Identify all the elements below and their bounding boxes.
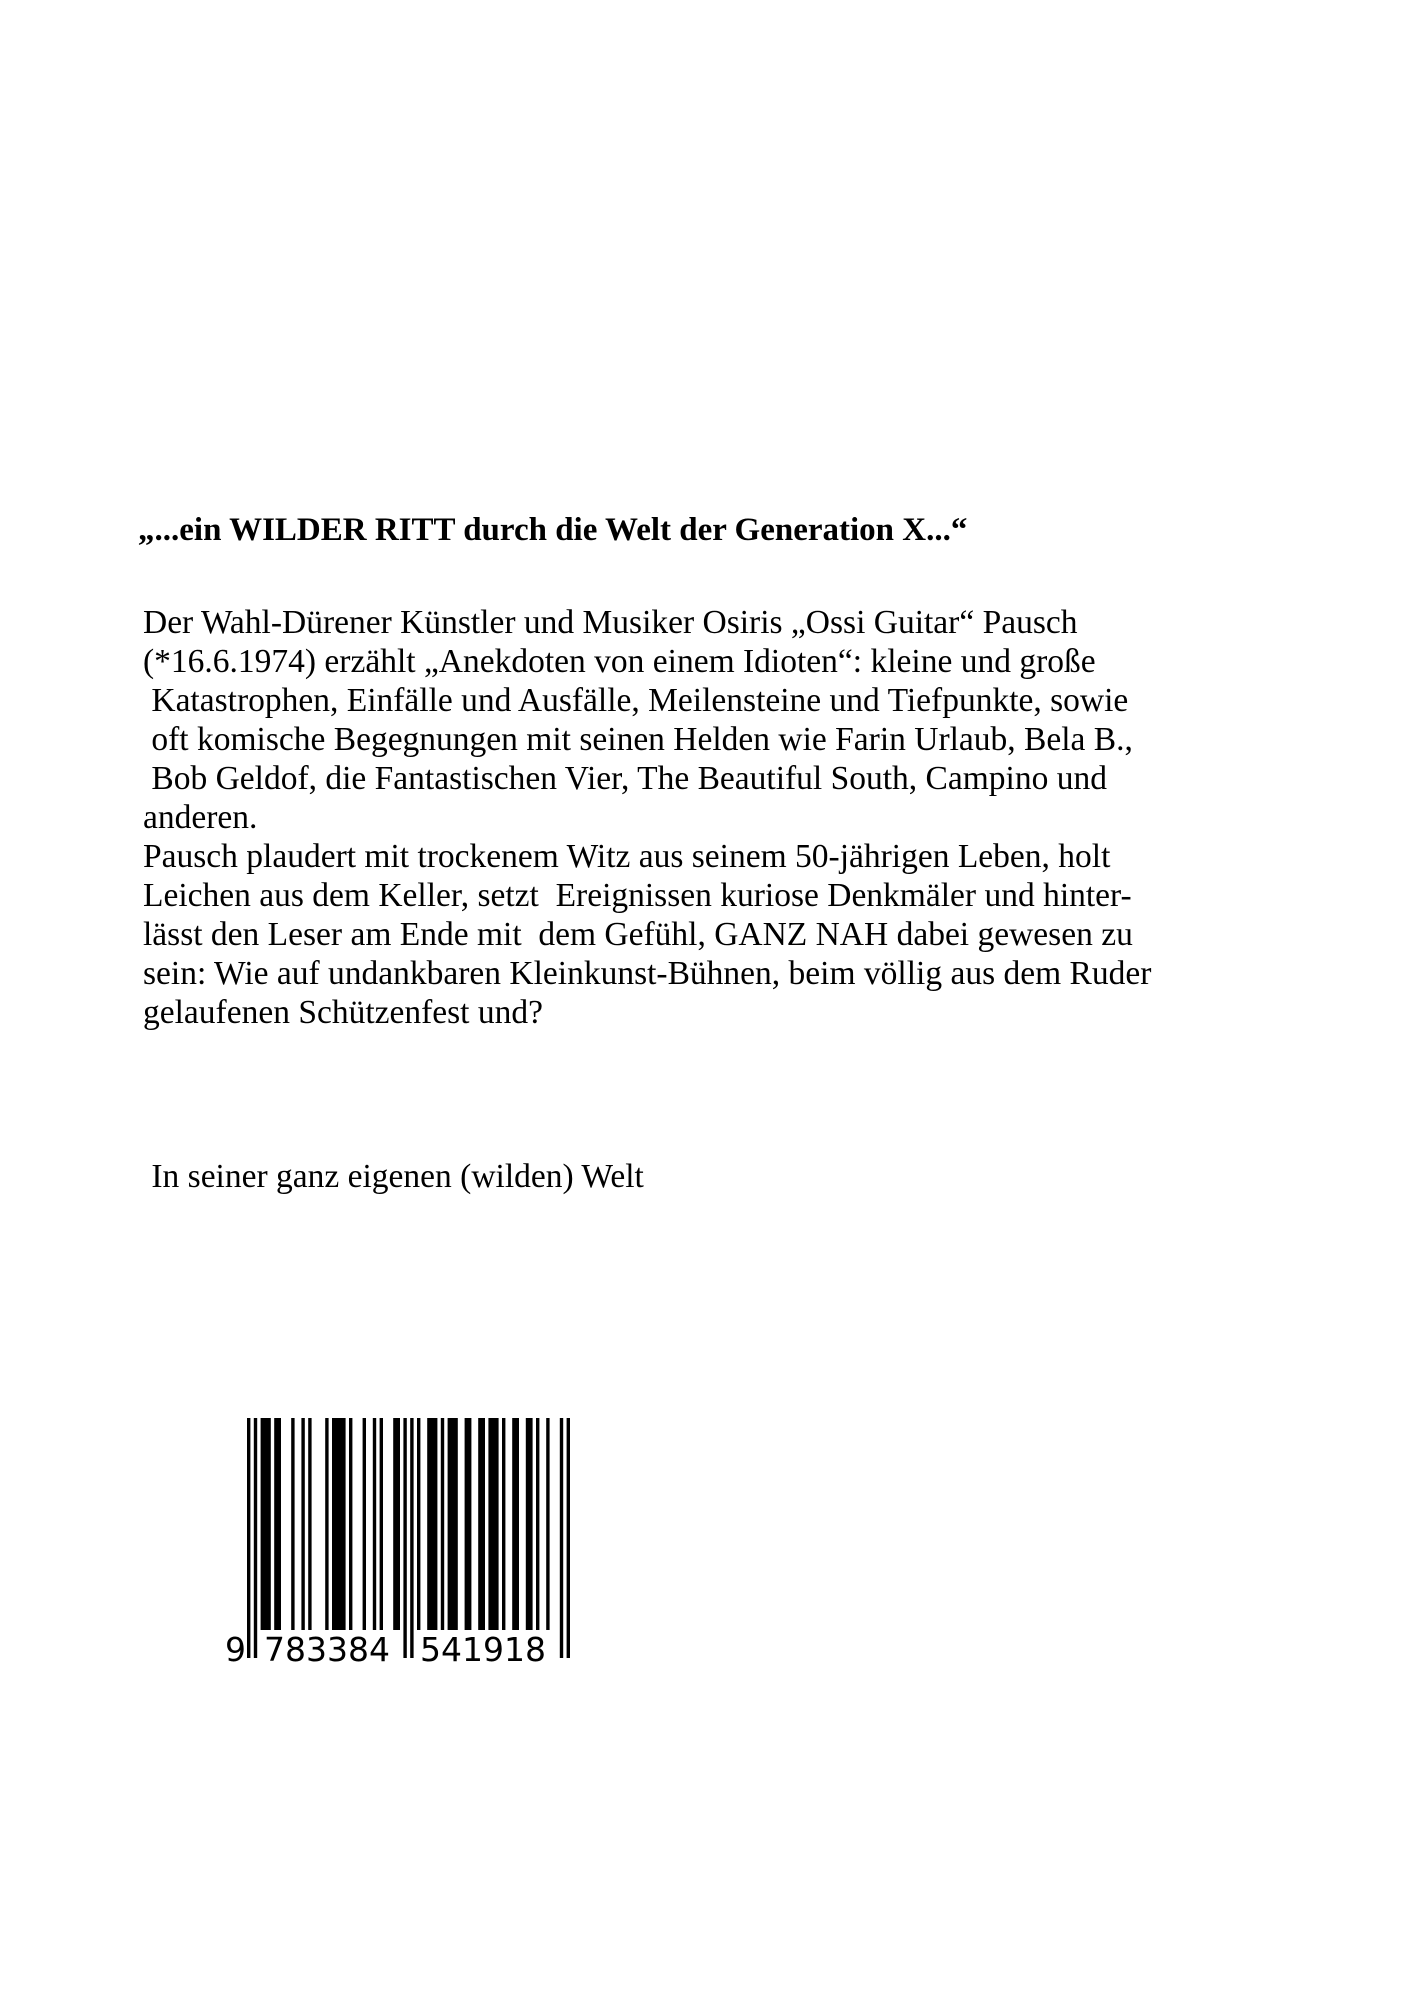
closing-line: In seiner ganz eigenen (wilden) Welt	[143, 1158, 644, 1195]
barcode-bar	[403, 1418, 406, 1658]
barcode-bar	[332, 1418, 346, 1630]
barcode-bar	[291, 1418, 294, 1630]
blurb-line: gelaufenen Schützenfest und?	[143, 994, 543, 1031]
barcode-lead-digit: 9	[225, 1630, 246, 1669]
headline: „...ein WILDER RITT durch die Welt der Generation X...“	[138, 512, 968, 548]
barcode-bar	[363, 1418, 366, 1630]
barcode-bar	[301, 1418, 304, 1630]
barcode-bar	[502, 1418, 505, 1630]
blurb-line: Der Wahl-Dürener Künstler und Musiker Osiris „Ossi Guitar“ Pausch	[143, 604, 1078, 641]
barcode-bar	[373, 1418, 376, 1630]
barcode-bar	[254, 1418, 257, 1658]
barcode-bar	[380, 1418, 383, 1630]
barcode-bar	[526, 1418, 533, 1630]
barcode-bar	[560, 1418, 563, 1658]
blurb-line: Pausch plaudert mit trockenem Witz aus seinem 50-jährigen Leben, holt	[143, 838, 1111, 875]
barcode-right-digits: 541918	[420, 1630, 546, 1669]
barcode-bar	[478, 1418, 485, 1630]
blurb-line: Bob Geldof, die Fantastischen Vier, The Beautiful South, Campino und	[143, 760, 1107, 797]
blurb-line: lässt den Leser am Ende mit dem Gefühl, GANZ NAH dabei gewesen zu	[143, 916, 1133, 953]
barcode-bar	[261, 1418, 271, 1630]
barcode-bar	[536, 1418, 539, 1630]
barcode-bar	[247, 1418, 250, 1658]
barcode-bar	[488, 1418, 498, 1630]
blurb-line: Leichen aus dem Keller, setzt Ereignissen kuriose Denkmäler und hinter-	[143, 877, 1132, 914]
barcode-bar	[417, 1418, 420, 1630]
barcode-bar	[546, 1418, 549, 1630]
barcode-bar	[410, 1418, 413, 1658]
blurb-line: anderen.	[143, 799, 258, 836]
blurb-line: (*16.6.1974) erzählt „Anekdoten von einem Idioten“: kleine und große	[143, 643, 1096, 680]
barcode-bar	[274, 1418, 281, 1630]
barcode-bar	[325, 1418, 328, 1630]
blurb-line: Katastrophen, Einfälle und Ausfälle, Meilensteine und Tiefpunkte, sowie	[143, 682, 1129, 719]
blurb-line: sein: Wie auf undankbaren Kleinkunst-Bühnen, beim völlig aus dem Ruder	[143, 955, 1152, 992]
barcode-left-digits: 783384	[264, 1630, 390, 1669]
barcode-bar	[349, 1418, 352, 1630]
barcode-bar	[512, 1418, 519, 1630]
barcode-bar	[427, 1418, 437, 1630]
barcode-bar	[308, 1418, 311, 1630]
blurb-line: oft komische Begegnungen mit seinen Helden wie Farin Urlaub, Bela B.,	[143, 721, 1133, 758]
barcode-bar	[448, 1418, 458, 1630]
barcode-digits	[215, 1626, 595, 1674]
barcode-bar	[567, 1418, 570, 1658]
barcode-bar	[393, 1418, 400, 1630]
barcode-bar	[465, 1418, 472, 1630]
blurb-text	[143, 603, 1373, 1032]
barcode-bar	[441, 1418, 444, 1630]
isbn-barcode	[215, 1418, 595, 1678]
